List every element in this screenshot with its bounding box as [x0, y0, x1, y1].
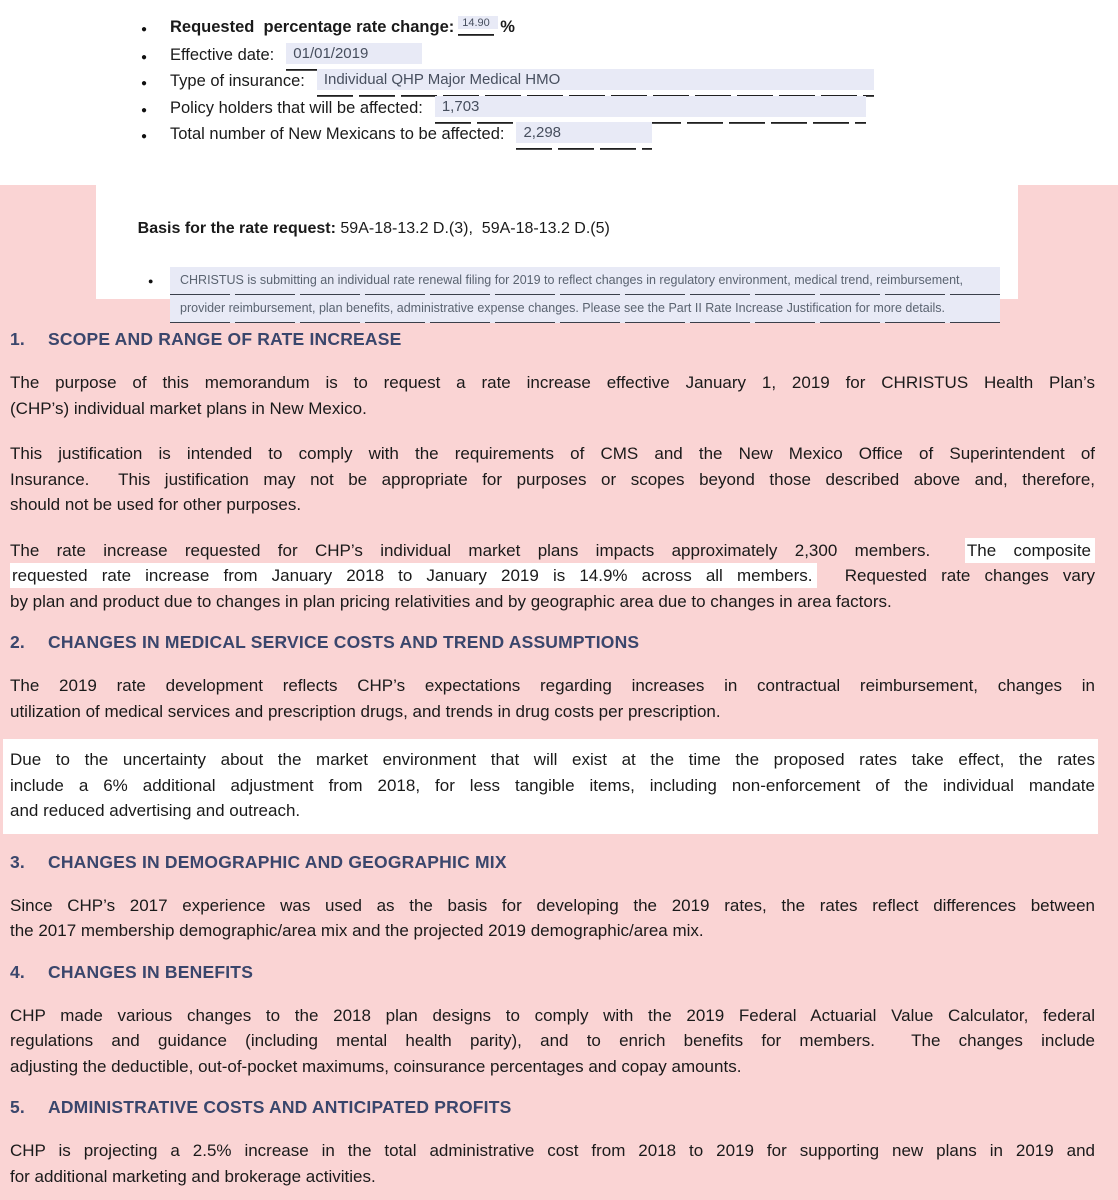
text-run: This justification is intended to comply with the requirements of CMS and the New Mexico Office of Superintendent of	[10, 444, 1095, 463]
paragraph-line	[10, 1028, 1095, 1054]
basis-field-line: CHRISTUS is submitting an individual rate renewal filing for 2019 to reflect changes in regulatory environment, medical trend, reimbursement,	[170, 267, 1000, 295]
bullet-icon: ●	[141, 24, 148, 35]
paragraph-line	[10, 589, 1095, 615]
effective-date-field[interactable]: 01/01/2019	[286, 43, 422, 71]
paragraph-line	[10, 699, 1095, 725]
form-row-total-affected	[0, 124, 1118, 151]
form-row-policy-holders	[0, 98, 1118, 125]
rate-change-field[interactable]: 14.90	[458, 16, 498, 36]
paragraph-line	[10, 492, 1095, 518]
text-run: (CHP’s) individual market plans in New Mexico.	[10, 398, 367, 418]
highlighted-paragraph	[3, 739, 1098, 834]
paragraph-line	[10, 918, 1095, 944]
paragraph-line	[10, 370, 1095, 396]
paragraph-line	[10, 1164, 1095, 1190]
text-run: The rate increase requested for CHP’s individual market plans impacts approximately 2,300 members.	[10, 540, 965, 560]
section-title: CHANGES IN BENEFITS	[48, 961, 254, 982]
rate-change-label: Requested percentage rate change:	[170, 18, 455, 36]
text-run: Requested rate changes vary	[816, 566, 1096, 585]
paragraph	[10, 673, 1095, 724]
section-title: SCOPE AND RANGE OF RATE INCREASE	[48, 329, 402, 349]
bullet-icon: ●	[141, 51, 148, 63]
section-heading	[10, 329, 1095, 350]
paragraph-line	[10, 1138, 1095, 1164]
rate-request-summary-form	[0, 18, 1118, 151]
text-run: Insurance. This justification may not be appropriate for purposes or scopes beyond those described above and, therefore,	[10, 469, 1095, 489]
form-row-effective-date	[0, 45, 1118, 72]
section-heading	[10, 632, 1095, 653]
form-row-rate-change	[0, 18, 1118, 45]
text-run: utilization of medical services and prescription drugs, and trends in drug costs per prescription.	[10, 701, 721, 721]
policy-holders-field[interactable]: 1,703	[435, 96, 866, 124]
bullet-icon: ●	[141, 131, 148, 142]
text-run: The purpose of this memorandum is to request a rate increase effective January 1, 2019 for CHRISTUS Health Plan’s	[10, 373, 1095, 392]
policy-holders-label: Policy holders that will be affected:	[170, 98, 423, 117]
text-run: for additional marketing and brokerage activities.	[10, 1166, 376, 1186]
paragraph-line	[10, 467, 1095, 493]
highlight-run: The composite	[965, 538, 1095, 563]
text-run: should not be used for other purposes.	[10, 495, 302, 514]
section-title: CHANGES IN MEDICAL SERVICE COSTS AND TREND ASSUMPTIONS	[48, 632, 640, 652]
section-number: 4.	[10, 961, 25, 982]
paragraph	[10, 370, 1095, 421]
highlight-run: requested rate increase from January 2018 to January 2019 is 14.9% across all members.	[10, 563, 817, 588]
text-run: The 2019 rate development reflects CHP’s expectations regarding increases in contractual reimbursement, changes in	[10, 676, 1095, 695]
section-heading	[10, 1097, 1095, 1118]
text-run: by plan and product due to changes in plan pricing relativities and by geographic area due to changes in area factors.	[10, 591, 892, 611]
total-affected-field[interactable]: 2,298	[516, 122, 652, 150]
paragraph-line	[10, 441, 1095, 467]
section-number: 1.	[10, 329, 25, 349]
text-run: the 2017 membership demographic/area mix and the projected 2019 demographic/area mix.	[10, 921, 704, 940]
insurance-type-field[interactable]: Individual QHP Major Medical HMO	[317, 69, 874, 97]
text-run: CHP is projecting a 2.5% increase in the total administrative cost from 2018 to 2019 for supporting new plans in 2019 and	[10, 1141, 1095, 1160]
paragraph-line	[10, 798, 1095, 824]
text-run: Due to the uncertainty about the market environment that will exist at the time the proposed rates take effect, the rates	[10, 750, 1095, 769]
paragraph-line	[10, 1054, 1095, 1080]
section-number: 2.	[10, 632, 25, 652]
text-run: CHP made various changes to the 2018 plan designs to comply with the 2019 Federal Actuarial Value Calculator, federal	[10, 1005, 1095, 1025]
memorandum-body	[0, 185, 1118, 1200]
section-number: 5.	[10, 1097, 25, 1117]
paragraph-line	[10, 747, 1095, 773]
basis-statutes: 59A-18-13.2 D.(3), 59A-18-13.2 D.(5)	[335, 220, 610, 237]
section-number: 3.	[10, 851, 25, 872]
paragraph-line	[10, 773, 1095, 799]
effective-date-label: Effective date:	[170, 45, 275, 64]
percent-sign: %	[500, 18, 515, 36]
paragraph	[10, 893, 1095, 944]
paragraph	[10, 441, 1095, 518]
section-title: CHANGES IN DEMOGRAPHIC AND GEOGRAPHIC MIX	[48, 851, 507, 872]
paragraph-line	[10, 563, 1095, 589]
text-run: regulations and guidance (including mental health parity), and to enrich benefits for members. The changes include	[10, 1031, 1095, 1050]
paragraph	[10, 1138, 1095, 1189]
section-title: ADMINISTRATIVE COSTS AND ANTICIPATED PROFITS	[48, 1097, 512, 1117]
insurance-type-label: Type of insurance:	[170, 72, 305, 90]
paragraph-line	[10, 538, 1095, 564]
form-row-insurance-type	[0, 71, 1118, 98]
paragraph-line	[10, 673, 1095, 699]
bullet-icon: ●	[141, 78, 148, 89]
basis-label: Basis for the rate request:	[137, 220, 336, 237]
paragraph	[10, 1003, 1095, 1080]
paragraph-line	[10, 1003, 1095, 1029]
text-run: adjusting the deductible, out-of-pocket maximums, coinsurance percentages and copay amounts.	[10, 1056, 742, 1076]
section-heading	[10, 962, 1095, 983]
section-heading	[10, 852, 1095, 873]
basis-field-line: provider reimbursement, plan benefits, administrative expense changes. Please see the Part II Rate Increase Justification for more details.	[170, 295, 1000, 323]
paragraph	[10, 538, 1095, 615]
total-affected-label: Total number of New Mexicans to be affected:	[170, 125, 505, 143]
bullet-icon: ●	[141, 104, 148, 116]
text-run: Since CHP’s 2017 experience was used as the basis for developing the 2019 rates, the rates reflect differences between	[10, 895, 1095, 915]
bullet-icon: ●	[148, 276, 154, 286]
text-run: and reduced advertising and outreach.	[10, 801, 301, 820]
text-run: include a 6% additional adjustment from 2018, for less tangible items, including non-enforcement of the individual mandate	[10, 775, 1095, 795]
paragraph-line	[10, 893, 1095, 919]
sections	[0, 185, 1118, 1189]
paragraph-line	[10, 396, 1095, 422]
